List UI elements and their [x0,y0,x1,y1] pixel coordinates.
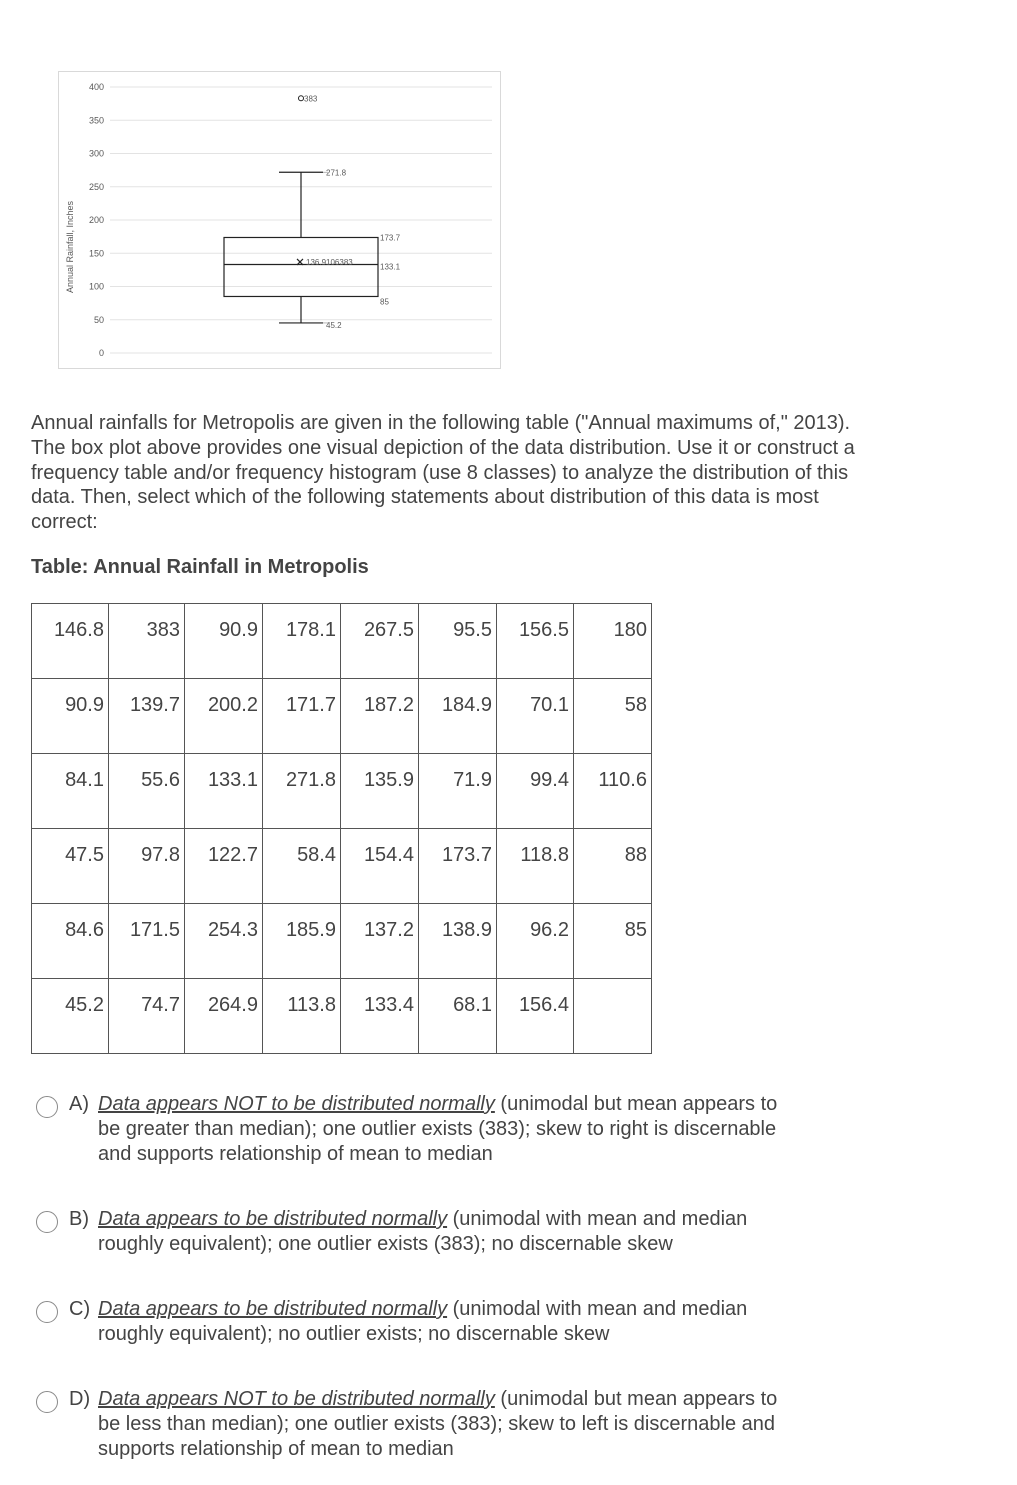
y-tick-label: 350 [88,115,104,126]
table-cell: 135.9 [341,754,419,829]
y-tick-label: 100 [88,281,104,292]
table-cell: 271.8 [263,754,341,829]
table-cell: 84.1 [32,754,109,829]
table-cell [574,979,652,1054]
box-plot-chart [58,71,501,369]
option-d-link[interactable]: Data appears NOT to be distributed normally [98,1388,495,1410]
option-a-line2: be greater than median); one outlier exists (383); skew to right is discernable [98,1117,777,1140]
table-cell: 90.9 [32,679,109,754]
option-b-line2: roughly equivalent); one outlier exists (383); no discernable skew [98,1232,673,1255]
option-d-radio[interactable] [36,1391,58,1413]
max-whisker-label: 271.8 [326,168,347,178]
option-b[interactable] [36,1207,856,1259]
table-cell: 97.8 [109,829,185,904]
table-cell: 133.4 [341,979,419,1054]
table-cell: 122.7 [185,829,263,904]
option-a-line1: (unimodal but mean appears to [494,1093,778,1115]
table-cell: 187.2 [341,679,419,754]
table-cell: 146.8 [32,604,109,679]
table-cell: 71.9 [419,754,497,829]
option-c[interactable] [36,1297,856,1349]
min-whisker-label: 45.2 [326,320,342,330]
y-tick-label: 50 [93,314,104,325]
y-axis-label: Annual Rainfall, Inches [65,200,75,294]
table-cell: 58 [574,679,652,754]
table-cell: 47.5 [32,829,109,904]
table-cell: 267.5 [341,604,419,679]
option-a-radio[interactable] [36,1096,58,1118]
option-a-line3: and supports relationship of mean to median [98,1142,493,1165]
table-row [32,679,652,754]
table-cell: 133.1 [185,754,263,829]
table-cell: 185.9 [263,904,341,979]
table-cell: 200.2 [185,679,263,754]
mean-label: 136.9106383 [306,257,353,267]
table-cell: 156.5 [497,604,574,679]
table-row [32,604,652,679]
y-axis-ticks [89,82,104,358]
table-cell: 55.6 [109,754,185,829]
table-cell: 173.7 [419,829,497,904]
question-intro: Annual rainfalls for Metropolis are given in the following table ("Annual maximums of," 2013). The box plot above provides one visual depiction of the data distribution. Use it or construct a frequency table and/or frequency histogram (use 8 classes) to analyze the distribution of this data. Then, select which of the following statements about distribution of this data is most correct: [31,412,855,534]
table-cell: 139.7 [109,679,185,754]
table-row [32,754,652,829]
table-cell: 184.9 [419,679,497,754]
table-cell: 180 [574,604,652,679]
y-tick-label: 400 [88,82,104,92]
option-d-line2: be less than median); one outlier exists (383); skew to left is discernable and [98,1412,776,1435]
table-cell: 113.8 [263,979,341,1054]
option-a-link[interactable]: Data appears NOT to be distributed normally [98,1093,495,1115]
table-cell: 178.1 [263,604,341,679]
rainfall-table [31,603,652,1054]
table-cell: 95.5 [419,604,497,679]
table-cell: 99.4 [497,754,574,829]
table-cell: 383 [109,604,185,679]
outlier-point [299,96,304,101]
table-cell: 264.9 [185,979,263,1054]
table-cell: 118.8 [497,829,574,904]
median-label: 133.1 [380,262,401,272]
table-cell: 110.6 [574,754,652,829]
option-d-letter: D) [69,1388,91,1410]
box-iqr [224,237,378,296]
option-c-radio[interactable] [36,1301,58,1323]
option-c-line1: (unimodal with mean and median [447,1298,748,1320]
table-cell: 68.1 [419,979,497,1054]
q3-label: 173.7 [380,233,401,243]
q1-label: 85 [380,297,389,307]
option-c-letter: C) [69,1298,91,1320]
option-d[interactable] [36,1387,856,1463]
table-cell: 138.9 [419,904,497,979]
table-cell: 154.4 [341,829,419,904]
table-cell: 254.3 [185,904,263,979]
table-cell: 45.2 [32,979,109,1054]
y-tick-label: 200 [88,215,104,225]
table-row [32,904,652,979]
table-cell: 90.9 [185,604,263,679]
option-b-radio[interactable] [36,1211,58,1233]
table-row [32,829,652,904]
option-c-line2: roughly equivalent); no outlier exists; no discernable skew [98,1322,610,1345]
table-cell: 96.2 [497,904,574,979]
y-tick-label: 150 [88,248,104,259]
table-cell: 156.4 [497,979,574,1054]
table-cell: 74.7 [109,979,185,1054]
option-a-letter: A) [69,1093,89,1115]
outlier-label: 383 [304,94,318,104]
option-b-line1: (unimodal with mean and median [447,1208,748,1230]
table-cell: 70.1 [497,679,574,754]
table-cell: 171.5 [109,904,185,979]
option-d-line3: supports relationship of mean to median [98,1437,454,1460]
option-d-line1: (unimodal but mean appears to [494,1388,778,1410]
table-cell: 58.4 [263,829,341,904]
table-row [32,979,652,1054]
option-a[interactable] [36,1092,856,1168]
y-tick-label: 250 [88,181,104,192]
table-cell: 84.6 [32,904,109,979]
y-tick-label: 0 [98,348,104,358]
table-cell: 85 [574,904,652,979]
y-tick-label: 300 [88,148,104,159]
table-cell: 88 [574,829,652,904]
option-b-letter: B) [69,1208,89,1230]
table-cell: 171.7 [263,679,341,754]
option-c-link[interactable]: Data appears to be distributed normally [98,1298,448,1320]
table-cell: 137.2 [341,904,419,979]
option-b-link[interactable]: Data appears to be distributed normally [98,1208,448,1230]
table-title: Table: Annual Rainfall in Metropolis [31,556,369,578]
